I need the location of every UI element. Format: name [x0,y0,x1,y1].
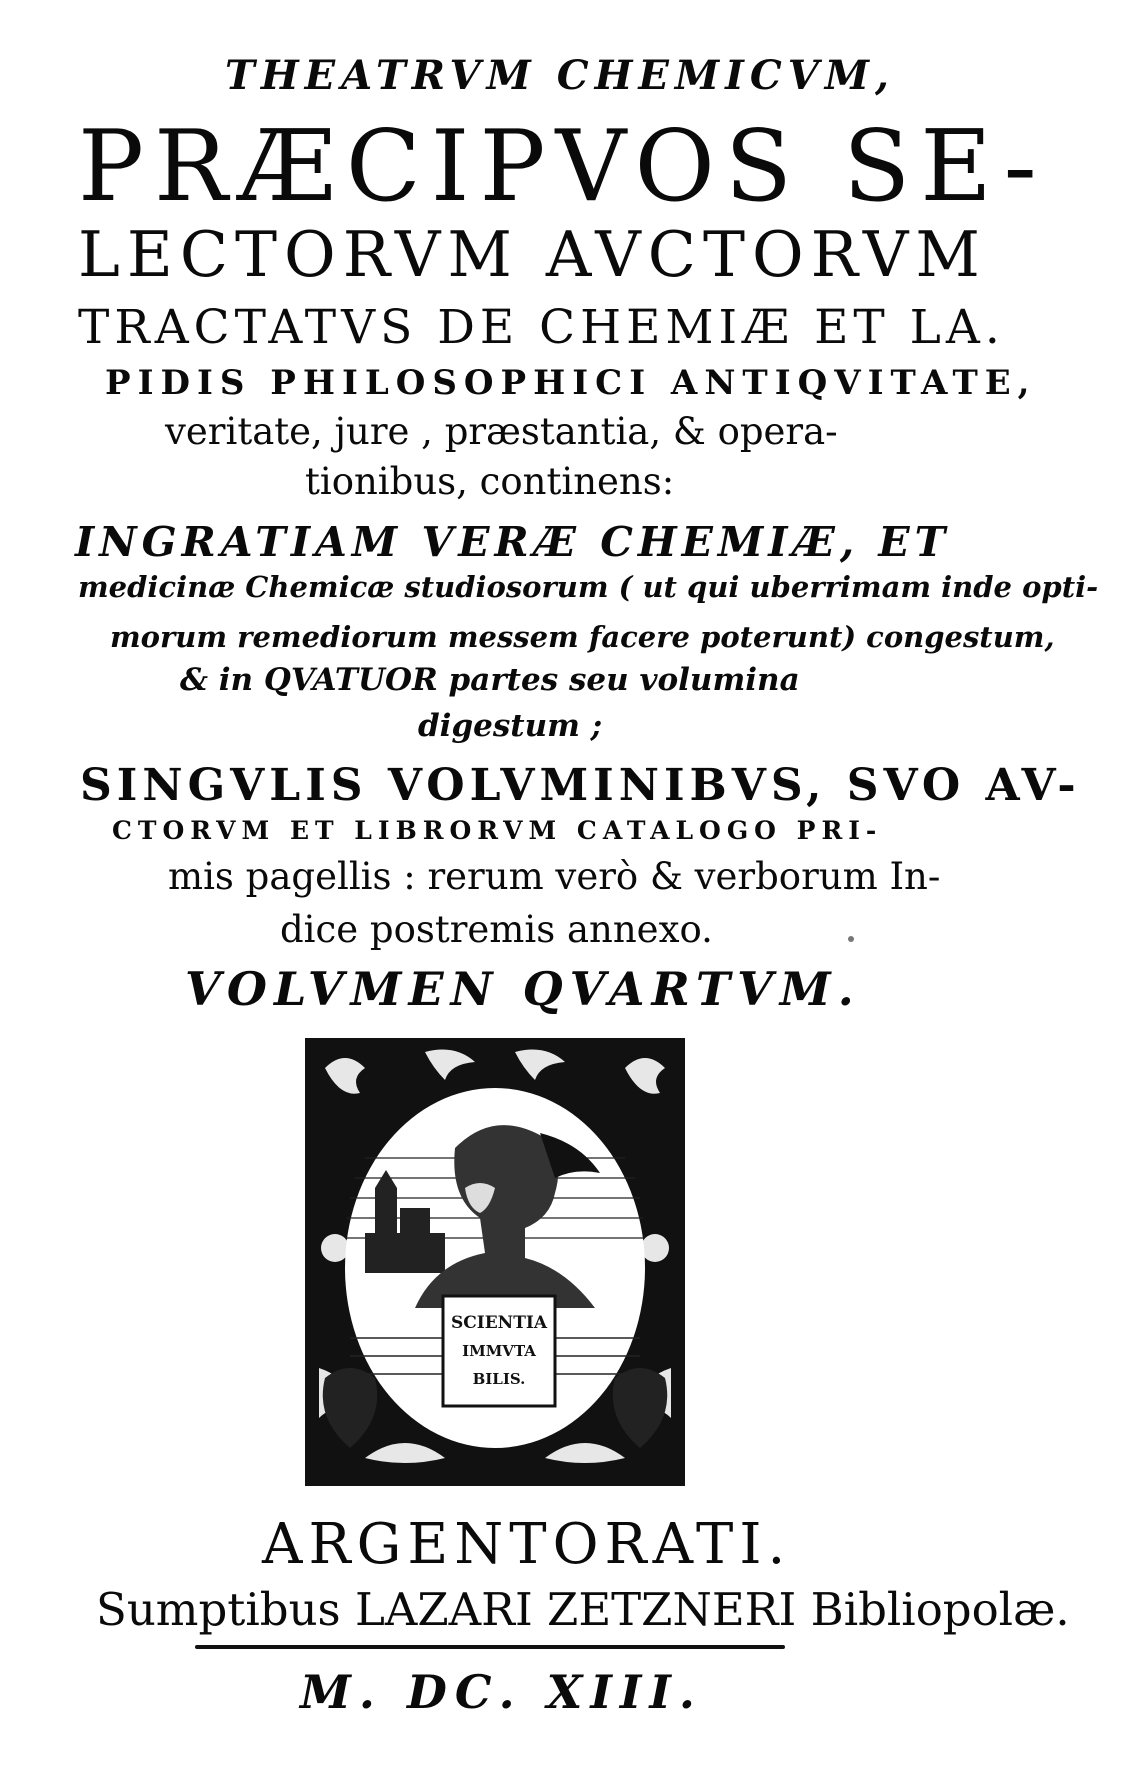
main-title-line-4: PIDIS PHILOSOPHICI ANTIQVITATE, [105,363,1037,403]
main-title-line-3: TRACTATVS DE CHEMIÆ ET LA. [78,300,1005,355]
imprint-publisher: Sumptibus LAZARI ZETZNERI Bibliopolæ. [96,1583,1070,1636]
running-title: THEATRVM CHEMICVM, [225,52,895,99]
motto-line-1: SCIENTIA [450,1313,548,1333]
imprint-year: M. DC. XIII. [300,1665,703,1719]
catalog-line-1: SINGVLIS VOLVMINIBVS, SVO AV- [80,760,1081,811]
catalog-line-3: mis pagellis : rerum verò & verborum In- [168,855,941,898]
imprint-place: ARGENTORATI. [262,1512,792,1577]
main-title-line-1: PRÆCIPVOS SE- [78,110,1047,224]
dedication-line-5: digestum ; [418,708,603,744]
motto-line-2: IMMVTA [462,1342,536,1360]
subtitle-line-1: veritate, jure , præstantia, & opera- [165,410,838,453]
motto-line-3: BILIS. [472,1370,526,1388]
dedication-line-3: morum remediorum messem facere poterunt) congestum, [110,620,1055,654]
dedication-line-1: INGRATIAM VERÆ CHEMIÆ, ET [75,518,951,566]
dedication-line-2: medicinæ Chemicæ studiosorum ( ut qui uberrimam inde opti- [78,570,1099,604]
imprint-divider [195,1645,785,1649]
volume-label: VOLVMEN QVARTVM. [185,962,861,1016]
dedication-line-4: & in QVATUOR partes seu volumina [180,662,800,698]
catalog-line-2: CTORVM ET LIBRORVM CATALOGO PRI- [112,816,883,845]
catalog-line-4: dice postremis annexo. [280,908,713,951]
subtitle-line-2: tionibus, continens: [305,460,675,503]
ink-speck [848,936,854,942]
printers-emblem [305,1038,685,1486]
main-title-line-2: LECTORVM AVCTORVM [78,218,987,291]
